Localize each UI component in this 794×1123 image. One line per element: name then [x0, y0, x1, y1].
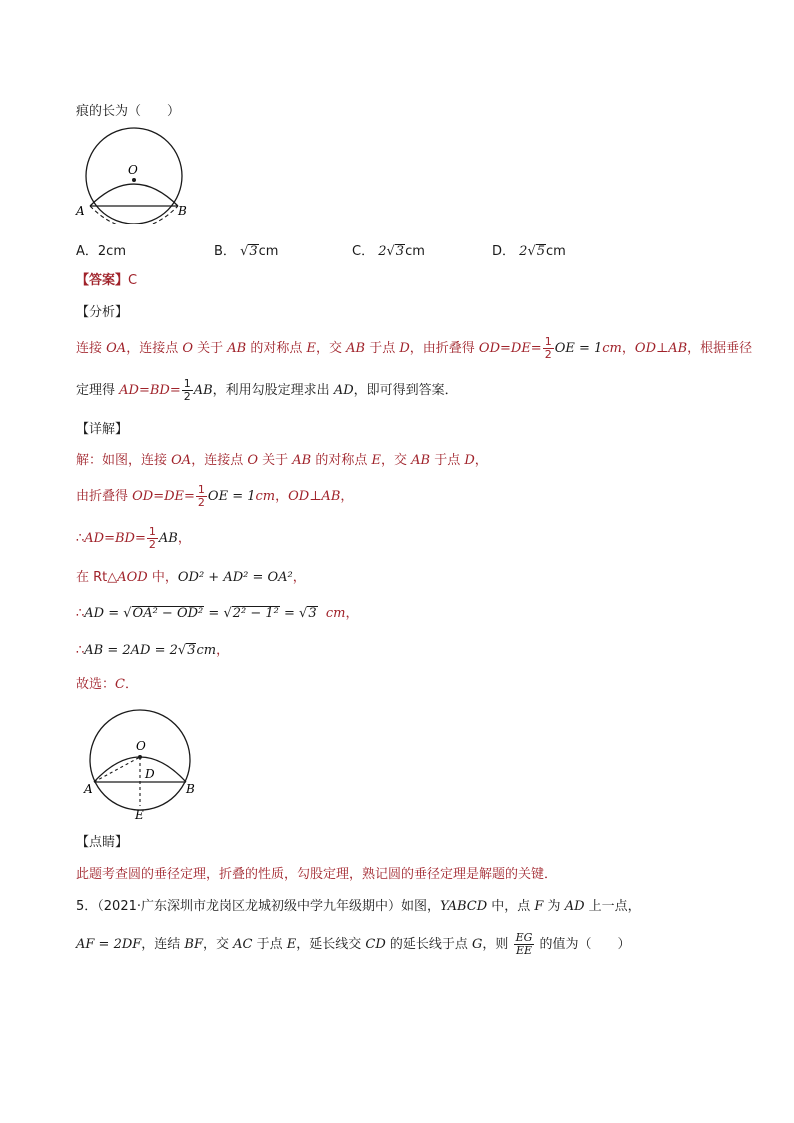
detail-line-3: ∴AD=BD= $\frac{1}{2}$ AB，	[76, 525, 191, 551]
figure-circle-fold-2	[76, 700, 206, 828]
comment-label: 【点睛】	[76, 835, 129, 850]
detail-line-5: ∴AD = √OA² − OD² = √2² − 1² = √3 cm，	[76, 606, 359, 621]
detail-line-4: 在 Rt△AOD 中，OD² + AD² = OA²，	[76, 570, 306, 585]
label-O: O	[136, 739, 146, 753]
analysis-label: 【分析】	[76, 305, 129, 320]
label-D: D	[145, 767, 155, 781]
option-a: A．2cm	[76, 244, 126, 259]
answer-line: 【答案】C	[76, 273, 138, 288]
fraction-half: $\frac{1}{2}$	[544, 335, 552, 361]
fraction-half: $\frac{1}{2}$	[183, 377, 191, 403]
option-d: D． 2√5cm	[492, 244, 566, 259]
question-tail: 痕的长为（ ）	[76, 104, 181, 119]
detail-line-2: 由折叠得 OD=DE= $\frac{1}{2}$ OE = 1cm，OD⊥AB，	[76, 483, 354, 509]
label-E: E	[135, 808, 144, 822]
detail-line-7: 故选：C．	[76, 677, 138, 692]
q5-line-2: AF = 2DF，连结 BF，交 AC 于点 E，延长线交 CD 的延长线于点 G，则 $\frac{EG}{EE}$ 的值为（ ）	[76, 931, 631, 957]
label-B: B	[186, 782, 195, 796]
label-A: A	[76, 204, 85, 218]
detail-label: 【详解】	[76, 422, 129, 437]
analysis-line-2: 定理得 AD=BD= $\frac{1}{2}$ AB，利用勾股定理求出 AD，即可得到答案．	[76, 377, 458, 403]
detail-line-1: 解：如图，连接 OA，连接点 O 关于 AB 的对称点 E，交 AB 于点 D，	[76, 453, 488, 468]
comment-text: 此题考查圆的垂径定理，折叠的性质，勾股定理，熟记圆的垂径定理是解题的关键．	[76, 867, 558, 882]
option-c: C． 2√3cm	[352, 244, 425, 259]
label-A: A	[84, 782, 93, 796]
figure-circle-fold-1	[70, 124, 200, 224]
label-O: O	[128, 163, 138, 177]
q5-line-1: 5．（2021·广东深圳市龙岗区龙城初级中学九年级期中）如图，YABCD 中，点 F 为 AD 上一点，	[76, 899, 641, 914]
fraction-eg-ee: $\frac{EG}{EE}$	[515, 931, 533, 957]
analysis-line-1: 连接 OA，连接点 O 关于 AB 的对称点 E，交 AB 于点 D，由折叠得 OD=DE= $\frac{1}{2}$ OE = 1cm，OD⊥AB，根据垂径	[76, 335, 753, 361]
option-b: B． √3cm	[214, 244, 279, 259]
detail-line-6: ∴AB = 2AD = 2√3cm，	[76, 643, 230, 658]
label-B: B	[178, 204, 187, 218]
